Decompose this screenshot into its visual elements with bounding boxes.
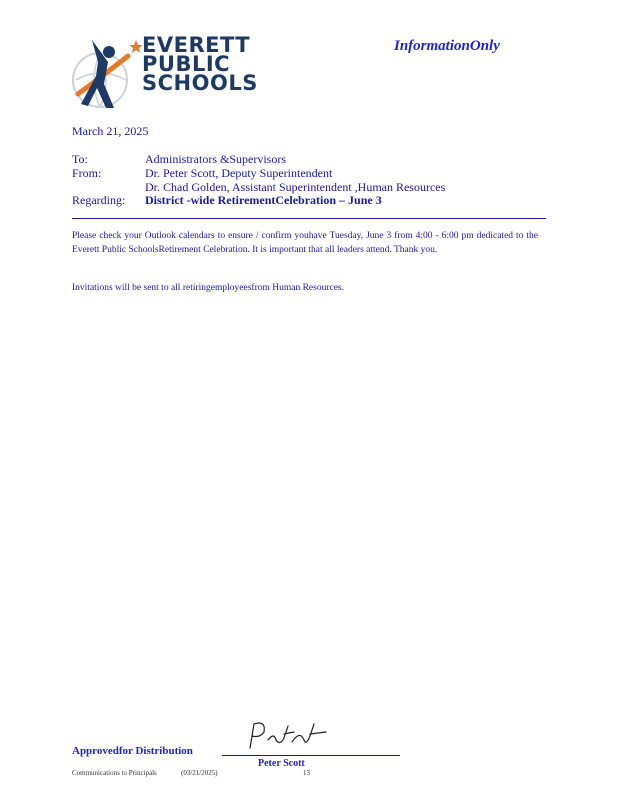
from-label: From:: [72, 166, 102, 180]
to-value: Administrators &Supervisors: [145, 152, 286, 166]
footer-date: (03/21/2025): [181, 769, 218, 777]
logo-emblem-icon: [70, 36, 142, 110]
signature-line: [222, 755, 400, 756]
everett-public-schools-logo: [70, 33, 258, 110]
from-value-2: Dr. Chad Golden, Assistant Superintendent ,Human Resources: [145, 180, 446, 194]
regarding-label: Regarding:: [72, 193, 126, 207]
memo-date: March 21, 2025: [72, 124, 149, 138]
approved-for-distribution-label: Approvedfor Distribution: [72, 745, 193, 757]
logo-wordmark: [142, 33, 258, 95]
body-paragraph-2: Invitations will be sent to all retiringemployeesfrom Human Resources.: [72, 283, 345, 293]
logo-word-1: EVERETT: [142, 33, 251, 57]
footer-title: Communications to Principals: [72, 769, 157, 777]
signer-name: Peter Scott: [258, 758, 305, 769]
logo-word-2: PUBLIC: [142, 52, 231, 76]
from-value-1: Dr. Peter Scott, Deputy Superintendent: [145, 166, 333, 180]
to-label: To:: [72, 152, 88, 166]
body-paragraph-1: Please check your Outlook calendars to ensure / confirm youhave Tuesday, June 3 from 4:00 - 6:00 pm dedicated to the Everett Public SchoolsRetirement Celebration. It is important that all leaders attend. Thank you.: [72, 231, 538, 255]
handwritten-signature: [244, 718, 334, 754]
information-only-badge: InformationOnly: [394, 38, 500, 54]
regarding-value: District -wide RetirementCelebration – June 3: [145, 193, 382, 207]
logo-word-3: SCHOOLS: [142, 71, 258, 95]
footer-page-number: 13: [303, 769, 310, 777]
header-divider: [72, 218, 546, 219]
